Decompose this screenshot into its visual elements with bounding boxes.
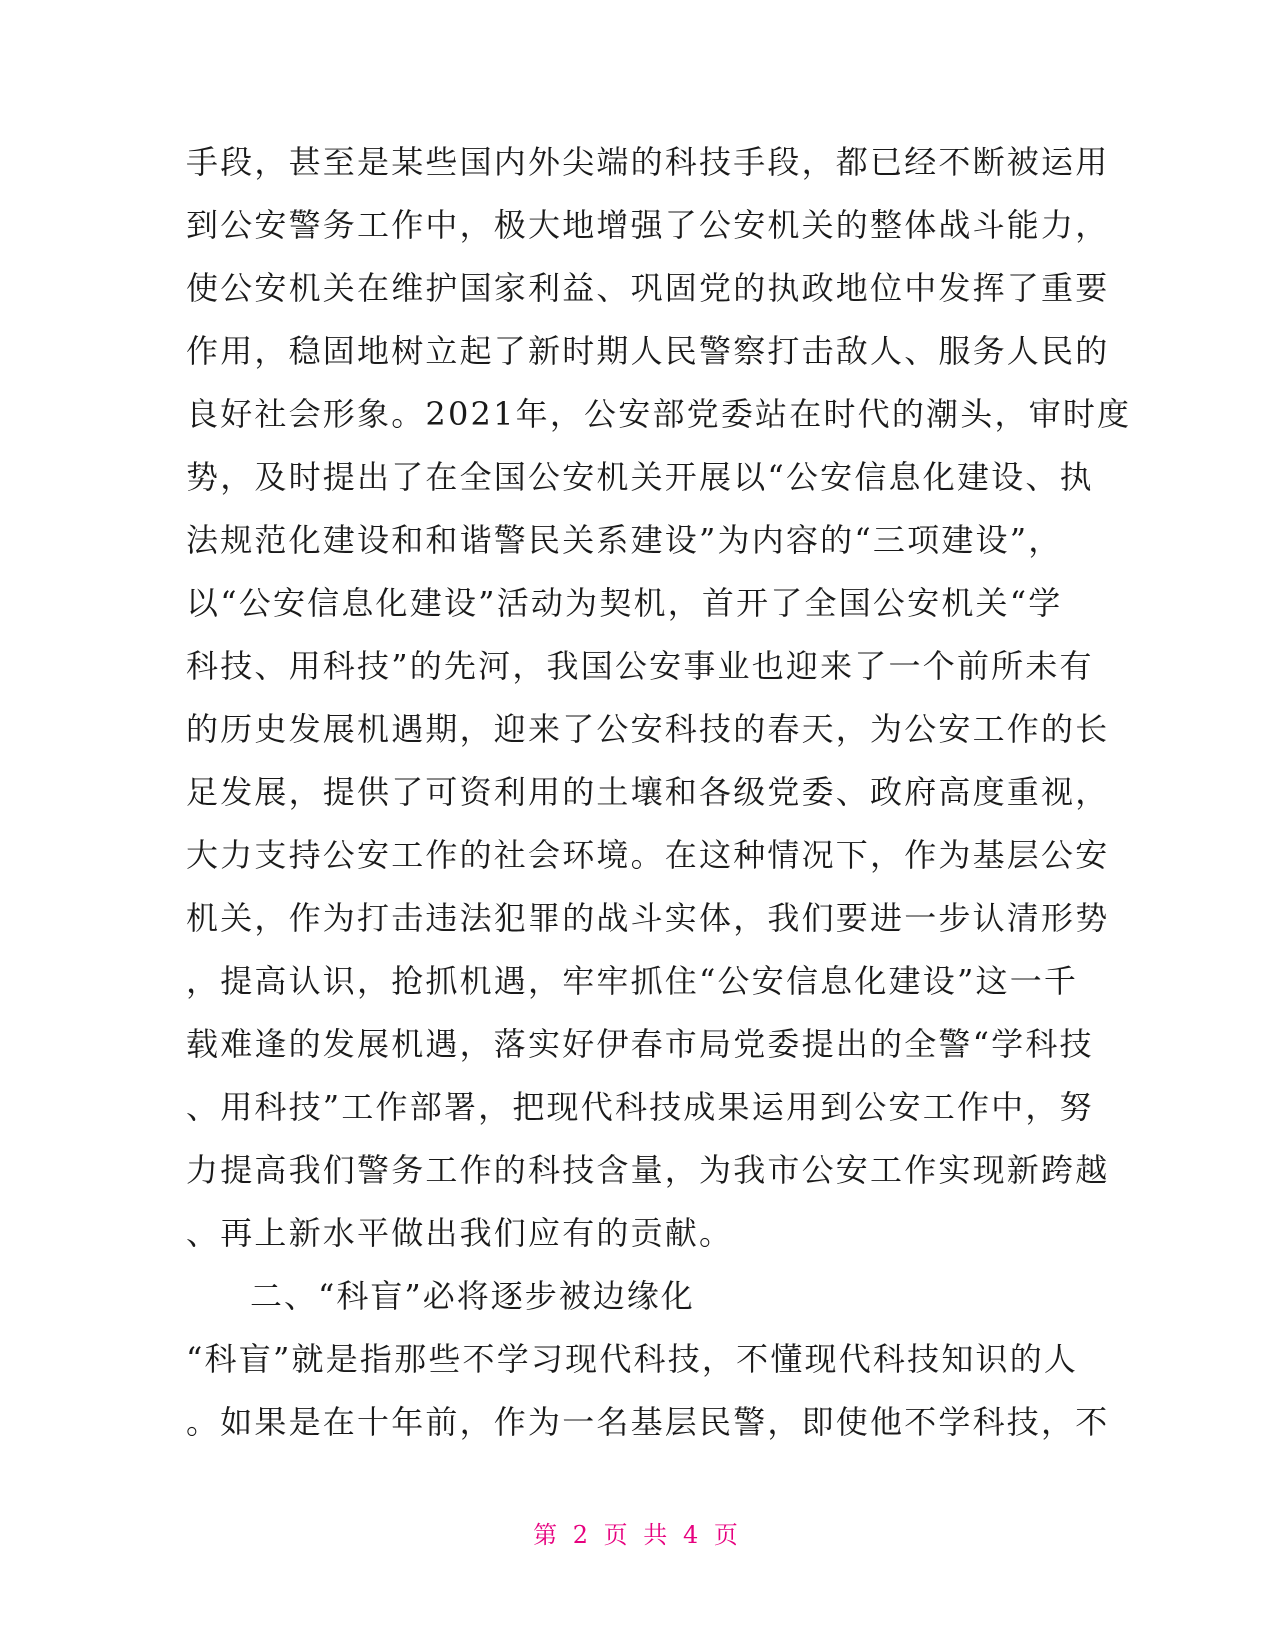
paragraph-line: 作用，稳固地树立起了新时期人民警察打击敌人、服务人民的 [186, 332, 1110, 370]
paragraph-line: 足发展，提供了可资利用的土壤和各级党委、政府高度重视， [186, 773, 1110, 811]
paragraph-line: 载难逢的发展机遇，落实好伊春市局党委提出的全警“学科技 [186, 1025, 1094, 1063]
paragraph-line: 手段，甚至是某些国内外尖端的科技手段，都已经不断被运用 [186, 143, 1110, 181]
paragraph-line: 良好社会形象。2021年，公安部党委站在时代的潮头，审时度 [186, 395, 1132, 433]
paragraph-line: 法规范化建设和和谐警民关系建设”为内容的“三项建设”， [186, 521, 1063, 559]
paragraph-line: 的历史发展机遇期，迎来了公安科技的春天，为公安工作的长 [186, 710, 1110, 748]
paragraph-line: ，提高认识，抢抓机遇，牢牢抓住“公安信息化建设”这一千 [186, 962, 1079, 1000]
paragraph-line: 、用科技”工作部署，把现代科技成果运用到公安工作中，努 [186, 1088, 1094, 1126]
paragraph-line: 机关，作为打击违法犯罪的战斗实体，我们要进一步认清形势 [186, 899, 1110, 937]
paragraph-line: 势，及时提出了在全国公安机关开展以“公安信息化建设、执 [186, 458, 1094, 496]
paragraph-line: 。如果是在十年前，作为一名基层民警，即使他不学科技，不 [186, 1403, 1110, 1441]
paragraph-line: “科盲”就是指那些不学习现代科技，不懂现代科技知识的人 [186, 1340, 1079, 1378]
paragraph-line: 科技、用科技”的先河，我国公安事业也迎来了一个前所未有 [186, 647, 1094, 685]
paragraph-line: 、再上新水平做出我们应有的贡献。 [186, 1214, 734, 1252]
paragraph-line: 使公安机关在维护国家利益、巩固党的执政地位中发挥了重要 [186, 269, 1110, 307]
paragraph-line: 力提高我们警务工作的科技含量，为我市公安工作实现新跨越 [186, 1151, 1110, 1189]
paragraph-line: 以“公安信息化建设”活动为契机，首开了全国公安机关“学 [186, 584, 1063, 622]
section-heading: 二、“科盲”必将逐步被边缘化 [250, 1277, 695, 1315]
page-number-footer: 第 2 页 共 4 页 [533, 1521, 742, 1549]
paragraph-line: 到公安警务工作中，极大地增强了公安机关的整体战斗能力， [186, 206, 1110, 244]
paragraph-line: 大力支持公安工作的社会环境。在这种情况下，作为基层公安 [186, 836, 1110, 874]
